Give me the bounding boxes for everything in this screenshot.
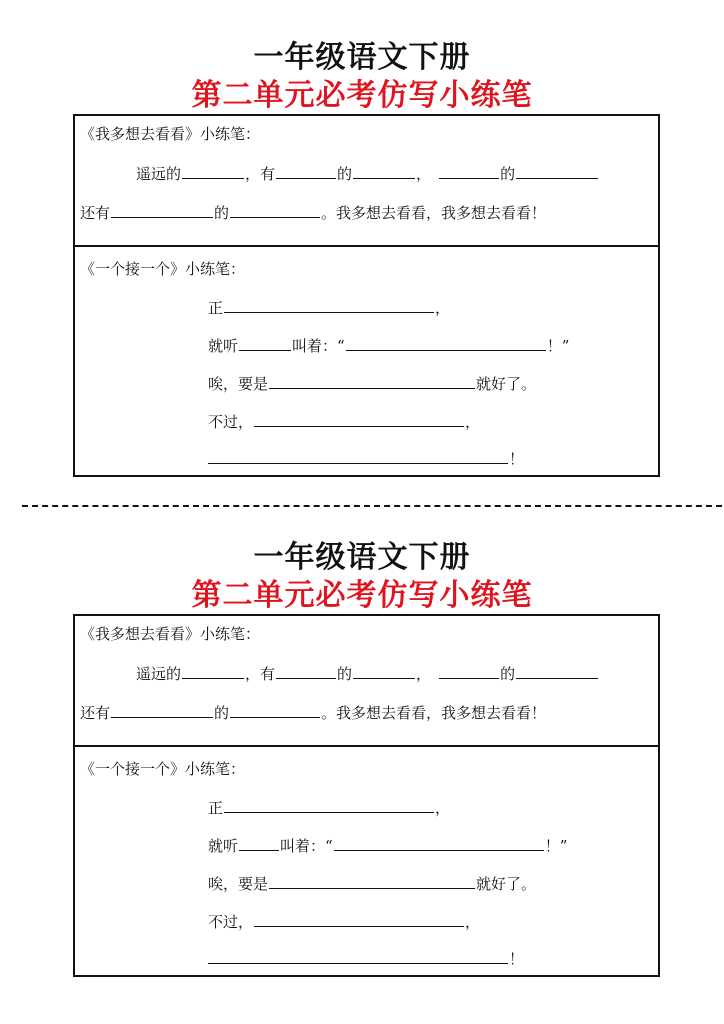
blank-field[interactable] <box>439 662 499 679</box>
blank-field[interactable] <box>230 701 320 718</box>
section2-heading: 《一个接一个》小练笔： <box>80 260 246 278</box>
text: 的 <box>337 665 353 683</box>
blank-field[interactable] <box>353 162 415 179</box>
blank-field[interactable] <box>111 701 213 718</box>
text: 正 <box>208 299 224 317</box>
section2-line5 <box>208 447 524 469</box>
blank-field[interactable] <box>516 662 598 679</box>
section-yi-ge-jie-yi-ge-box <box>73 245 660 477</box>
blank-field[interactable] <box>230 201 320 218</box>
text: 唉，要是 <box>208 375 269 393</box>
text: 的 <box>500 165 516 183</box>
section2-line3 <box>208 372 536 394</box>
worksheet-top <box>0 0 724 480</box>
section2-heading: 《一个接一个》小练笔： <box>80 760 246 778</box>
section2-line2 <box>208 834 567 856</box>
text: 叫着：“ <box>292 337 345 355</box>
blank-field[interactable] <box>111 201 213 218</box>
section1-heading: 《我多想去看看》小练笔： <box>80 625 261 643</box>
text: 的 <box>337 165 353 183</box>
blank-field[interactable] <box>346 334 546 351</box>
section1-line1 <box>136 162 599 184</box>
text: 正 <box>208 799 224 817</box>
text: 。我多想去看看，我多想去看看！ <box>321 204 547 222</box>
blank-field[interactable] <box>224 796 434 813</box>
text: 遥远的 <box>136 165 182 183</box>
text: ！ <box>509 950 525 968</box>
section2-line4 <box>208 410 480 432</box>
text: ，有 <box>245 165 276 183</box>
section1-heading: 《我多想去看看》小练笔： <box>80 125 261 143</box>
section2-line1 <box>208 796 450 818</box>
text: 不过， <box>208 913 254 931</box>
text: ！” <box>546 337 570 355</box>
text: ，有 <box>245 665 276 683</box>
text: 唉，要是 <box>208 875 269 893</box>
section1-line1 <box>136 662 599 684</box>
text: ， <box>416 165 432 183</box>
text: 不过， <box>208 413 254 431</box>
section2-line2 <box>208 334 569 356</box>
blank-field[interactable] <box>353 662 415 679</box>
blank-field[interactable] <box>269 372 475 389</box>
text: 就好了。 <box>476 375 537 393</box>
text: 。我多想去看看，我多想去看看！ <box>321 704 547 722</box>
worksheet-title: 一年级语文下册 <box>253 540 471 575</box>
worksheet-subtitle: 第二单元必考仿写小练笔 <box>191 78 533 113</box>
text: 就听 <box>208 337 239 355</box>
worksheet-title: 一年级语文下册 <box>253 40 471 75</box>
blank-field[interactable] <box>208 447 508 464</box>
text: 就好了。 <box>476 875 537 893</box>
text: ， <box>416 665 432 683</box>
blank-field[interactable] <box>516 162 598 179</box>
blank-field[interactable] <box>254 910 464 927</box>
text: 遥远的 <box>136 665 182 683</box>
section1-line2 <box>80 201 546 223</box>
text: ， <box>435 299 451 317</box>
text: 的 <box>214 704 230 722</box>
blank-field[interactable] <box>182 162 244 179</box>
section-yi-ge-jie-yi-ge-box <box>73 745 660 977</box>
worksheet-subtitle: 第二单元必考仿写小练笔 <box>191 578 533 613</box>
blank-field[interactable] <box>239 834 279 851</box>
blank-field[interactable] <box>334 834 544 851</box>
text: 叫着：“ <box>280 837 333 855</box>
blank-field[interactable] <box>239 334 291 351</box>
section2-line5 <box>208 947 524 969</box>
blank-field[interactable] <box>254 410 464 427</box>
text: 还有 <box>80 704 111 722</box>
text: 就听 <box>208 837 239 855</box>
blank-field[interactable] <box>439 162 499 179</box>
section2-line4 <box>208 910 480 932</box>
worksheet-bottom <box>0 500 724 980</box>
section2-line1 <box>208 296 450 318</box>
blank-field[interactable] <box>269 872 475 889</box>
blank-field[interactable] <box>276 662 336 679</box>
text: 的 <box>500 665 516 683</box>
text: ， <box>435 799 451 817</box>
section1-line2 <box>80 701 546 723</box>
text: 的 <box>214 204 230 222</box>
section2-line3 <box>208 872 536 894</box>
blank-field[interactable] <box>276 162 336 179</box>
text: ！” <box>544 837 568 855</box>
blank-field[interactable] <box>182 662 244 679</box>
blank-field[interactable] <box>208 947 508 964</box>
text: 还有 <box>80 204 111 222</box>
text: ， <box>465 413 481 431</box>
blank-field[interactable] <box>224 296 434 313</box>
text: ！ <box>509 450 525 468</box>
text: ， <box>465 913 481 931</box>
